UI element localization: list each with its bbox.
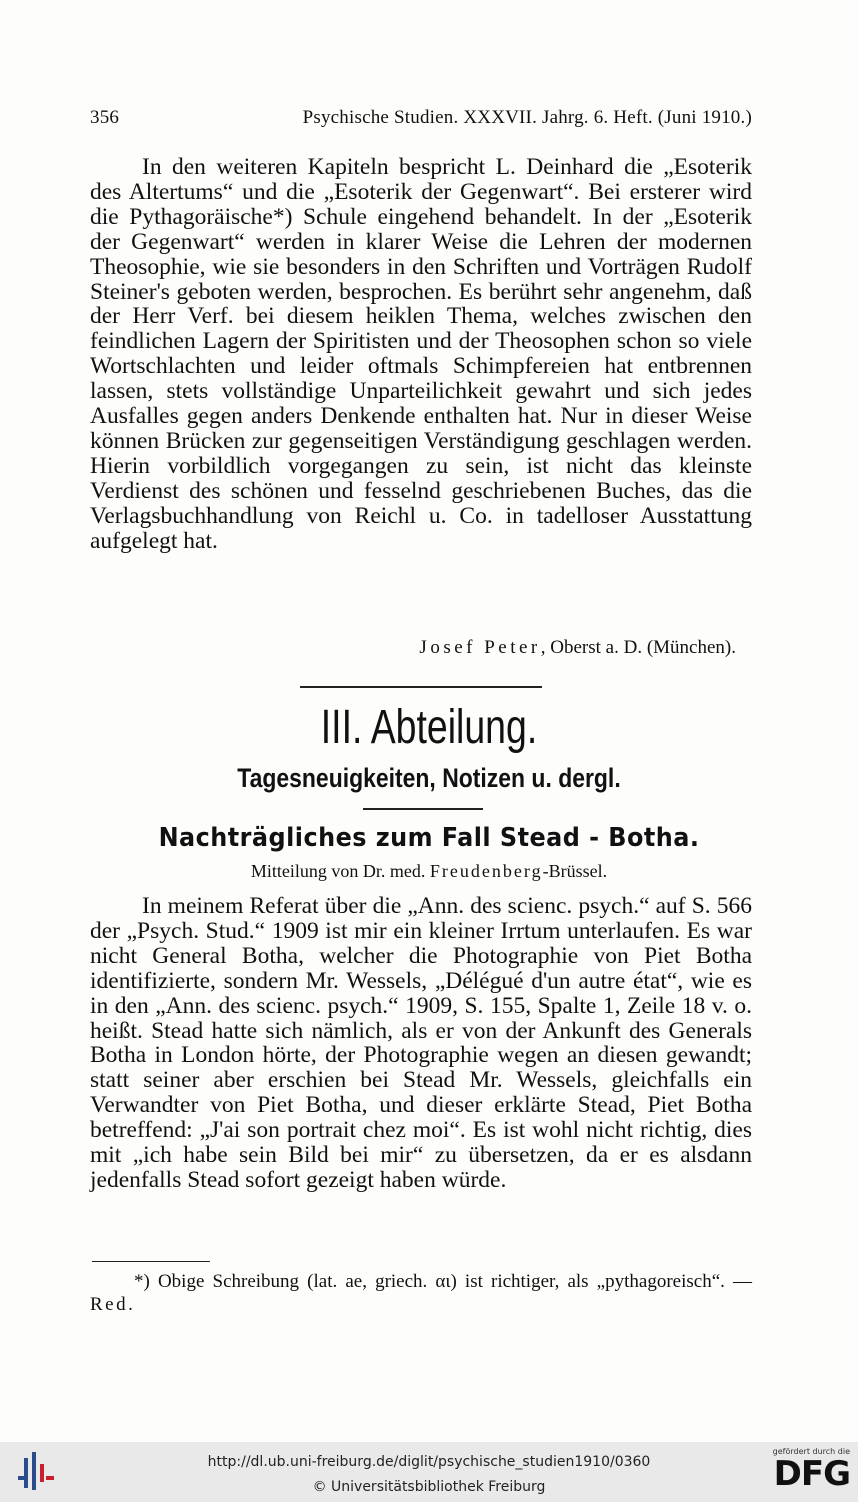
article-title: Nachträgliches zum Fall Stead - Botha.	[158, 823, 700, 853]
page-number: 356	[90, 107, 120, 128]
footnote-red: Red.	[90, 1294, 136, 1315]
section-title: III. Abteilung.	[320, 701, 538, 754]
running-title: Psychische Studien. XXXVII. Jahrg. 6. Heft. (Juni 1910.)	[302, 107, 752, 128]
footnote	[90, 1270, 752, 1316]
footnote-rule	[92, 1261, 210, 1262]
footnote-text: *) Obige Schreibung (lat. ae, griech. αι) ist richtiger, als „pythagoreisch“. —	[134, 1271, 752, 1292]
review-signature	[90, 637, 736, 659]
dfg-word: DFG	[773, 1454, 850, 1494]
review-body	[90, 155, 752, 554]
article-body	[90, 894, 752, 1193]
dfg-note: gefördert durch die	[772, 1447, 850, 1456]
dfg-logo-icon[interactable]	[758, 1447, 850, 1497]
article-paragraph: In meinem Referat über die „Ann. des scienc. psych.“ auf S. 566 der „Psych. Stud.“ 1909 ist mir ein kleiner Irrtum unterlaufen. Es war nicht General Botha, welcher die Photographie von Piet Botha identifizierte, sondern Mr. Wessels, „Délégué d'un autre état“, wie es in den „Ann. des scienc. psych.“ 1909, S. 155, Spalte 1, Zeile 18 v. o. heißt. Stead hatte sich nämlich, als er von der Ankunft des Generals Botha in London hörte, der Photographie wegen an diesen gewandt; statt seiner aber erschien bei Stead Mr. Wessels, gleichfalls ein Verwandter von Piet Botha, und dieser erklärte Stead, Piet Botha betreffend: „J'ai son portrait chez moi“. Es ist wohl nicht richtig, dies mit „ich habe sein Bild bei mir“ zu übersetzen, da er es alsdann jedenfalls Stead sofort gezeigt haben würde.	[90, 893, 752, 1193]
review-paragraph: In den weiteren Kapiteln bespricht L. Deinhard die „Esoterik des Altertums“ und die „Esoterik der Gegenwart“. Bei ersterer wird die Pythagoräische*) Schule eingehend behandelt. In der „Esoterik der Gegenwart“ werden in klarer Weise die Lehren der modernen Theosophie, wie sie besonders in den Schriften und Vorträgen Rudolf Steiner's geboten werden, besprochen. Es berührt sehr angenehm, daß der Herr Verf. bei diesem heiklen Thema, welches zwischen den feindlichen Lagern der Spiritisten und der Theosophen schon so viele Wortschlachten und leider oftmals Schimpfereien hat entbrennen lassen, stets vollständige Unparteilichkeit gewahrt und sich jedes Ausfalles gegen anders Denkende enthalten hat. Nur in dieser Weise können Brücken zur gegenseitigen Verständigung geschlagen werden. Hierin vorbildlich vorgegangen zu sein, ist nicht das kleinste Verdienst des schönen und fesselnd geschriebenen Buches, das die Verlagsbuchhandlung von Reichl u. Co. in tadelloser Ausstattung aufgelegt hat.	[90, 154, 752, 554]
section-divider	[300, 686, 542, 688]
article-divider	[363, 808, 483, 810]
signature-rest: , Oberst a. D. (München).	[540, 637, 736, 658]
section-subtitle: Tagesneuigkeiten, Notizen u. dergl.	[237, 763, 621, 793]
source-url[interactable]: http://dl.ub.uni-freiburg.de/diglit/psychische_studien1910/0360	[207, 1454, 651, 1470]
byline-name: Freudenberg	[429, 861, 543, 881]
signature-name: Josef Peter	[419, 637, 541, 658]
byline-suffix: -Brüssel.	[542, 861, 608, 881]
running-header	[90, 107, 752, 129]
article-byline	[0, 861, 858, 882]
copyright-notice: © Universitätsbibliothek Freiburg	[312, 1479, 546, 1495]
byline-prefix: Mitteilung von Dr. med.	[250, 861, 430, 881]
